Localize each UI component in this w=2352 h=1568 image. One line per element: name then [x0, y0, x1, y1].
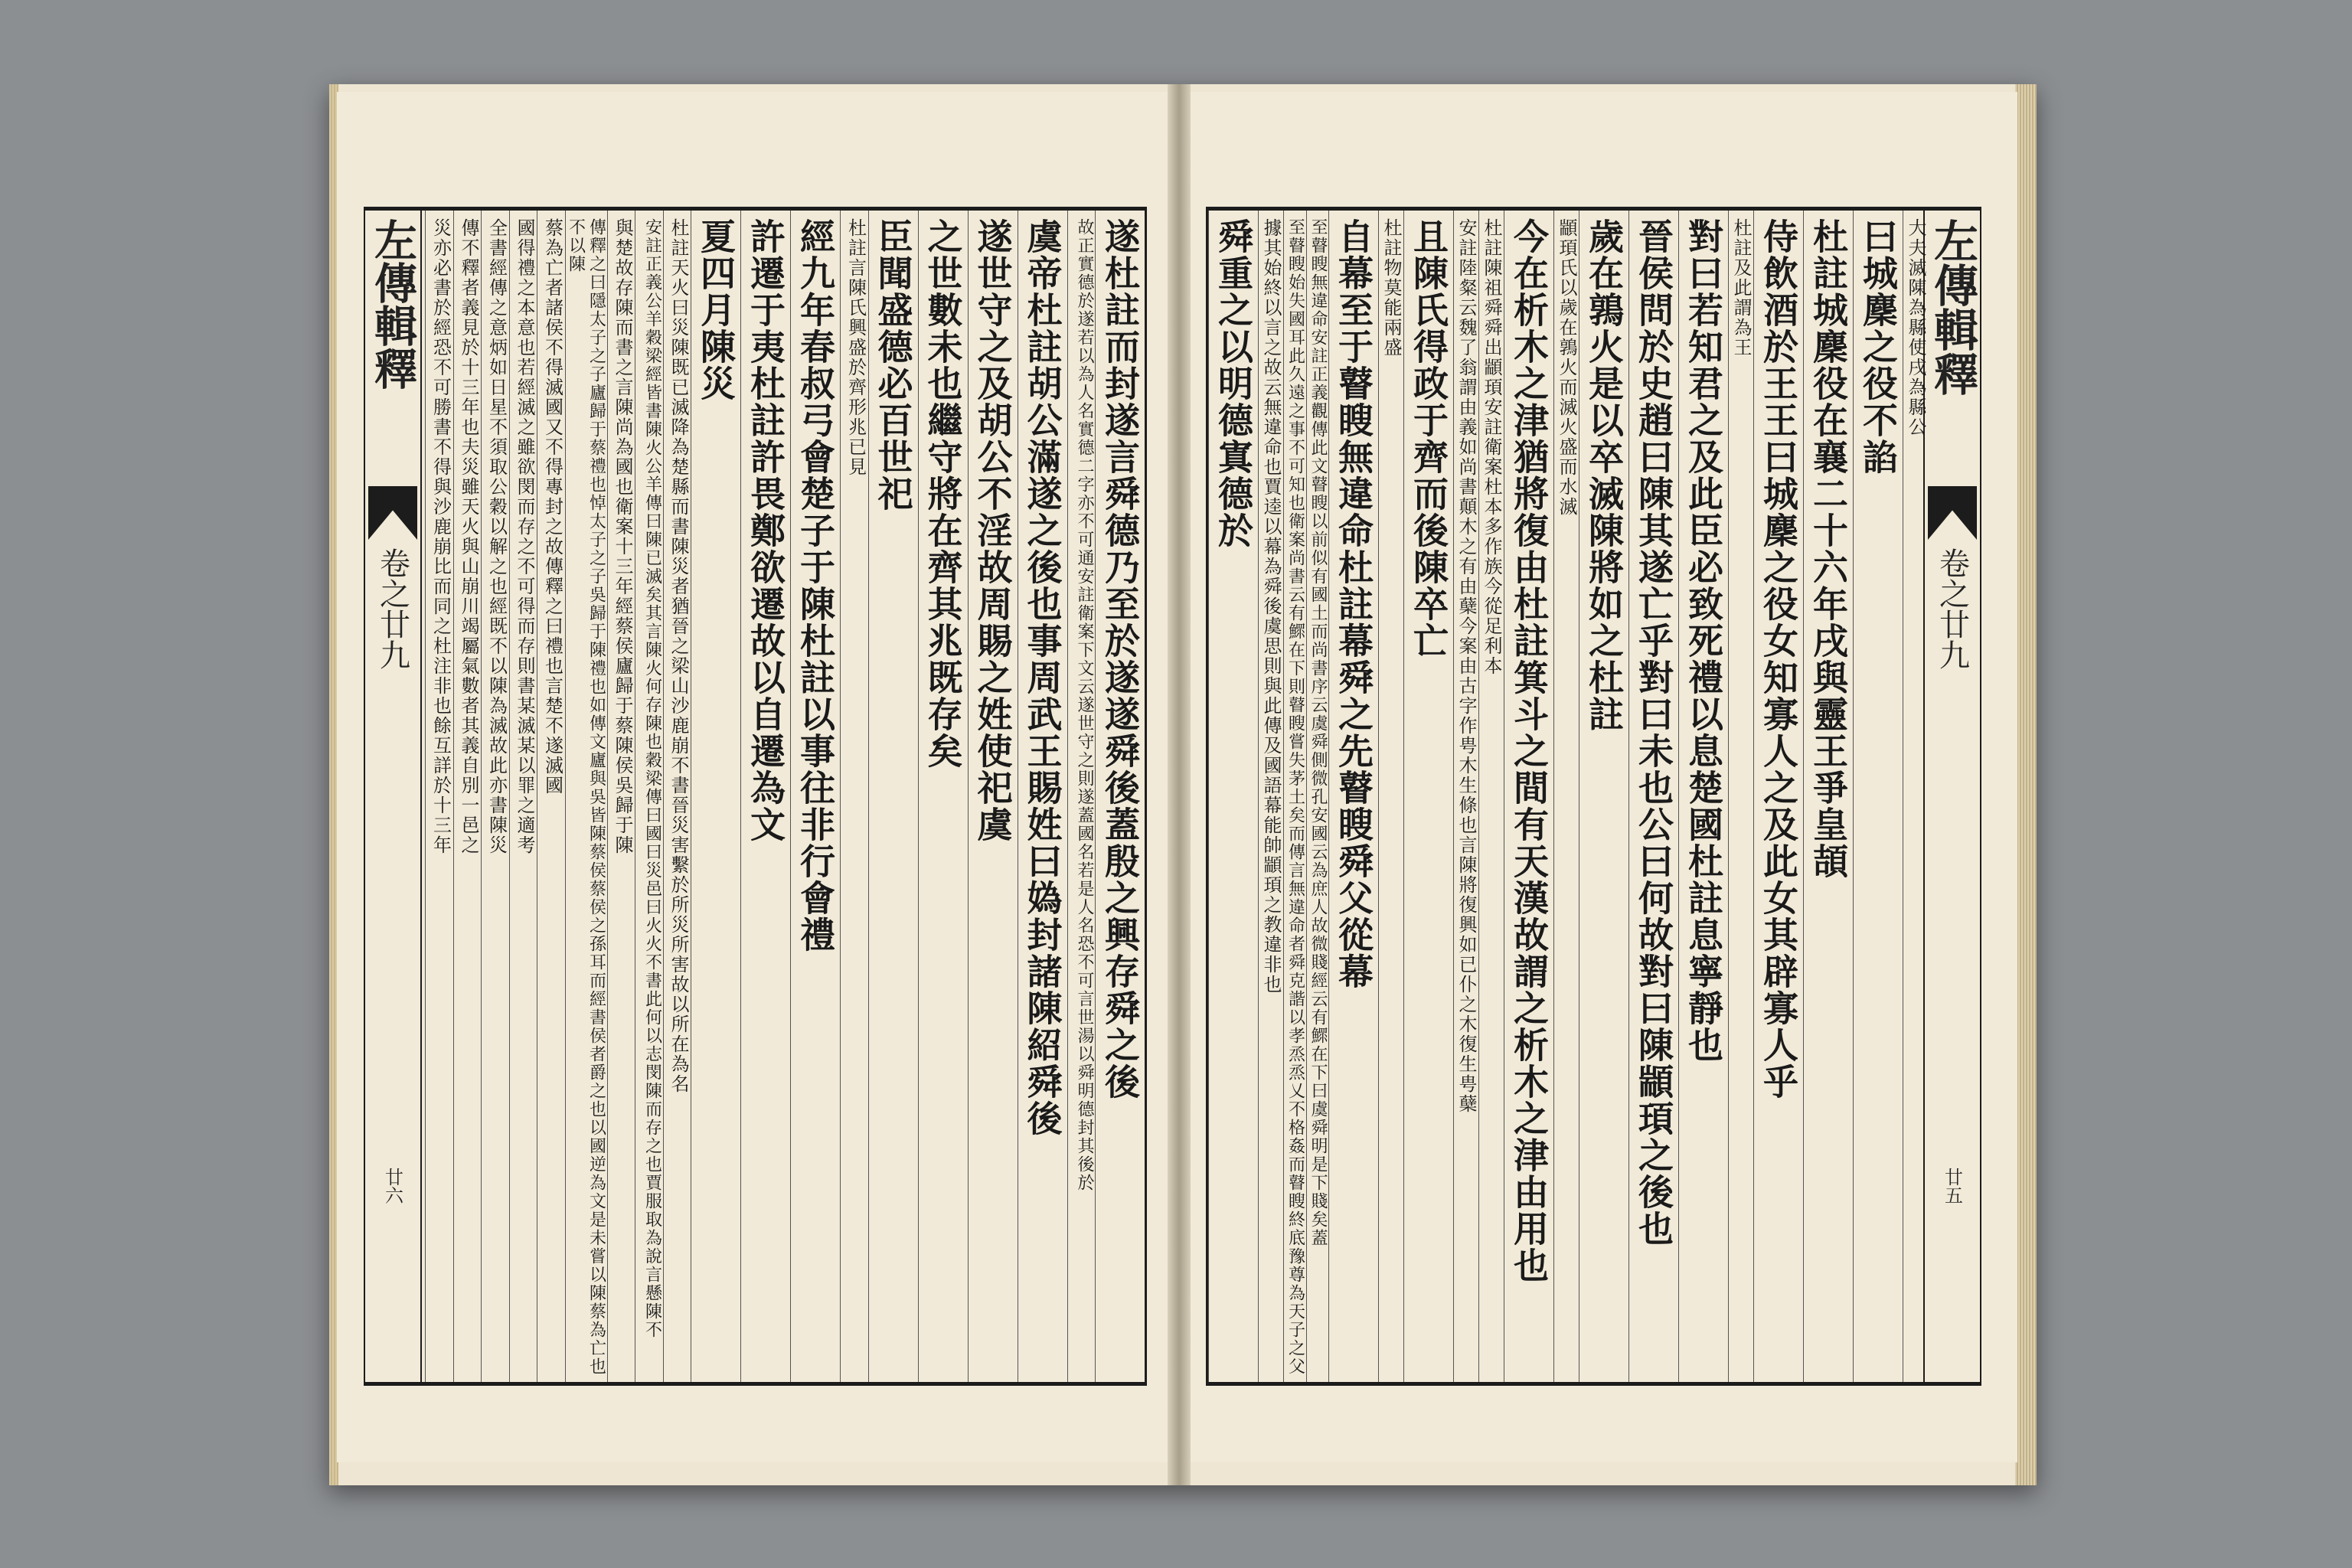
text-column: 晉侯問於史趙曰陳其遂亡乎對曰未也公曰何故對曰陳顓頊之後也 [1628, 211, 1678, 1382]
text-column: 杜註言陳氏興盛於齊形兆已見 [840, 211, 868, 1382]
text-column: 安註陸粲云魏了翁謂由義如尚書顛木之有由蘖今案由古字作甹木生條也言陳將復興如已仆之木復生甹蘖 [1453, 211, 1478, 1382]
text-column: 侍飲酒於王王曰城麇之役女知寡人之及此女其辟寡人乎 [1753, 211, 1803, 1382]
right-banxin [1923, 211, 1981, 1382]
text-column: 夏四月陳災 [691, 211, 740, 1382]
text-column: 故正實德於遂若以為人名實德二字亦不可通安註衛案下文云遂世守之則遂蓋國名若是人名恐不可言世湯以舜明德封其後於 [1067, 211, 1096, 1382]
fishtail-mark [368, 486, 417, 540]
text-column: 與楚故存陳而書之言陳尚為國也衛案十三年經蔡侯廬歸于蔡陳侯吳歸于陳 [607, 211, 635, 1382]
right-page [1191, 92, 2017, 1462]
text-column: 許遷于夷杜註許畏鄭欲遷故以自遷為文 [740, 211, 790, 1382]
banxin-volume: 卷之廿九 [1934, 547, 1970, 670]
right-page-frame [1206, 207, 1981, 1386]
text-column: 安註正義公羊穀梁經皆書陳火公羊傳曰陳已滅矣其言陳火何存陳也穀梁傳曰國曰災邑曰火火不書此何以志閔陳而存之也賈服取為說言懸陳不 [635, 211, 663, 1382]
banxin-page-number: 廿六 [381, 1168, 403, 1204]
text-column: 蔡為亡者諸侯不得滅國又不得專封之故傳釋之曰禮也言楚不遂滅國 [537, 211, 565, 1382]
left-text-columns [425, 211, 1145, 1382]
text-column: 全書經傳之意炳如日星不須取公穀以解之也經既不以陳為滅故此亦書陳災 [481, 211, 509, 1382]
text-column: 杜註城麇役在襄二十六年戌與靈王爭皇頡 [1803, 211, 1853, 1382]
banxin-volume: 卷之廿九 [374, 547, 410, 670]
text-column: 國得禮之本意也若經滅之雖欲閔而存之不可得而存則書某滅某以罪之適考 [509, 211, 537, 1382]
text-column: 且陳氏得政于齊而後陳卒亡 [1403, 211, 1453, 1382]
text-column: 遂世守之及胡公不淫故周賜之姓使祀虞 [968, 211, 1018, 1382]
text-column: 臣聞盛德必百世祀 [868, 211, 918, 1382]
text-column: 災亦必書於經恐不可勝書不得與沙鹿崩比而同之杜注非也餘互詳於十三年 [425, 211, 453, 1382]
text-column: 舜重之以明德寘德於 [1208, 211, 1258, 1382]
banxin-page-number: 廿五 [1941, 1168, 1963, 1204]
fishtail-mark [1928, 486, 1977, 540]
banxin-title: 左傳輯釋 [1926, 218, 1978, 396]
text-column: 杜註及此謂為王 [1728, 211, 1753, 1382]
banxin-title: 左傳輯釋 [368, 218, 418, 390]
text-column: 曰城麇之役不諂 [1853, 211, 1903, 1382]
text-column: 至瞽瞍始失國耳此久遠之事不可知也衛案尚書云有鰥在下則瞽瞍嘗失茅土矣而傳言無違命者舜克諧以孝烝烝乂不格姦而瞽瞍終底豫尊為天子之父 [1283, 211, 1306, 1382]
right-text-columns [1208, 211, 1928, 1382]
text-column: 遂杜註而封遂言舜德乃至於遂遂舜後蓋殷之興存舜之後 [1095, 211, 1145, 1382]
book-gutter [1168, 84, 1191, 1485]
text-column: 據其始終以言之故云無違命也賈逵以幕為舜後虞思則與此傳及國語幕能帥顓頊之教違非也 [1258, 211, 1283, 1382]
text-column: 杜註物莫能兩盛 [1378, 211, 1403, 1382]
text-column: 虞帝杜註胡公滿遂之後也事周武王賜姓曰媯封諸陳紹舜後 [1018, 211, 1067, 1382]
text-column: 杜註陳祖舜舜出顓頊安註衛案杜本多作族今從足利本 [1478, 211, 1504, 1382]
left-banxin [364, 211, 422, 1382]
left-page [337, 92, 1168, 1462]
text-column: 經九年春叔弓會楚子于陳杜註以事往非行會禮 [790, 211, 840, 1382]
text-column: 今在析木之津猶將復由杜註箕斗之間有天漢故謂之析木之津由用也 [1504, 211, 1553, 1382]
page-edge-right [2015, 84, 2037, 1485]
text-column: 之世數未也繼守將在齊其兆既存矣 [918, 211, 968, 1382]
text-column: 至瞽瞍無違命安註正義觀傳此文瞽瞍以前似有國土而尚書序云虞舜側微孔安國云為庶人故微賤經云有鰥在下曰虞舜明是下賤矣蓋 [1306, 211, 1329, 1382]
left-page-frame [364, 207, 1147, 1386]
text-column: 大夫滅陳為縣使戌為縣公 [1903, 211, 1928, 1382]
text-column: 歲在鶉火是以卒滅陳將如之杜註 [1579, 211, 1628, 1382]
text-column: 傳釋之曰隱太子之子廬歸于蔡禮也悼太子之子吳歸于陳禮也如傳文廬與吳皆陳蔡侯蔡侯之孫耳而經書侯者爵之也以國逆為文是未嘗以陳蔡為亡也不以陳 [565, 211, 607, 1382]
text-column: 自幕至于瞽瞍無違命杜註幕舜之先瞽瞍舜父從幕 [1328, 211, 1378, 1382]
text-column: 傳不釋者義見於十三年也夫災雖天火與山崩川竭屬氣數者其義自別一邑之 [453, 211, 482, 1382]
text-column: 對曰若知君之及此臣必致死禮以息楚國杜註息寧靜也 [1678, 211, 1728, 1382]
open-book [329, 84, 2037, 1485]
text-column: 杜註天火曰災陳既已滅降為楚縣而書陳災者猶晉之梁山沙鹿崩不書晉災害繫於所災所害故以所在為名 [663, 211, 691, 1382]
text-column: 顓頊氏以歲在鶉火而滅火盛而水滅 [1553, 211, 1579, 1382]
